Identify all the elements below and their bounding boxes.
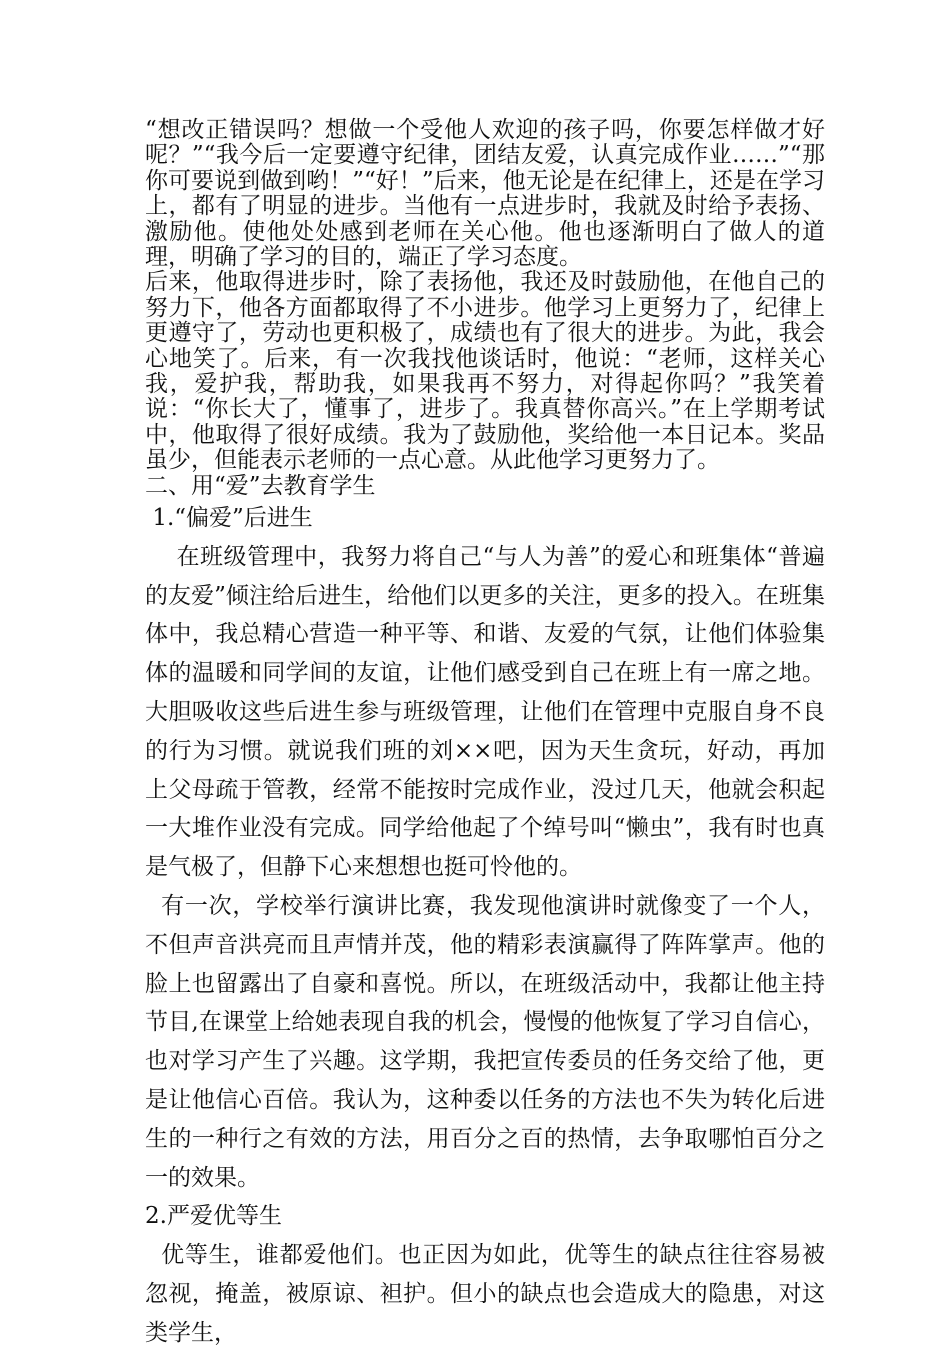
subsection-heading-backward-students: 1.“偏爱”后进生 — [145, 505, 313, 532]
subsection-heading-top-students: 2.严爱优等生 — [145, 1203, 282, 1230]
paragraph-progress: 后来，他取得进步时，除了表扬他，我还及时鼓励他，在他自己的努力下，他各方面都取得了不小进步。他学习上更努力了，纪律上更遵守了，劳动也更积极了，成绩也有了很大的进步。为此，我会心地笑了。后来，有一次我找他谈话时，他说：“老师，这样关心我，爱护我，帮助我，如果我再不努力，对得起你吗？”我笑着说：“你长大了，懂事了，进步了。我真替你高兴。”在上学期考试中，他取得了很好成绩。我为了鼓励他，奖给他一本日记本。奖品虽少，但能表示老师的一点心意。从此他学习更努力了。 — [145, 269, 825, 474]
paragraph-dialogue: “想改正错误吗？想做一个受他人欢迎的孩子吗，你要怎样做才好呢？”“我今后一定要遵守纪律，团结友爱，认真完成作业……”“那你可要说到做到哟！”“好！”后来，他无论是在纪律上，还是在学习上，都有了明显的进步。当他有一点进步时，我就及时给予表扬、激励他。使他处处感到老师在关心他。他也逐渐明白了做人的道理，明确了学习的目的，端正了学习态度。 — [145, 117, 825, 271]
document-page — [145, 118, 825, 1353]
paragraph-speech-contest: 有一次，学校举行演讲比赛，我发现他演讲时就像变了一个人，不但声音洪亮而且声情并茂，他的精彩表演赢得了阵阵掌声。他的脸上也留露出了自豪和喜悦。所以，在班级活动中，我都让他主持节目,在课堂上给她表现自我的机会，慢慢的他恢复了学习自信心，也对学习产生了兴趣。这学期，我把宣传委员的任务交给了他，更是让他信心百倍。我认为，这种委以任务的方法也不失为转化后进生的一种行之有效的方法，用百分之百的热情，去争取哪怕百分之一的效果。 — [145, 893, 826, 1191]
paragraph-class-management: 在班级管理中，我努力将自己“与人为善”的爱心和班集体“普遍的友爱”倾注给后进生，给他们以更多的关注，更多的投入。在班集体中，我总精心营造一种平等、和谐、友爱的气氛，让他们体验集体的温暖和同学间的友谊，让他们感受到自己在班上有一席之地。大胆吸收这些后进生参与班级管理，让他们在管理中克服自身不良的行为习惯。就说我们班的刘××吧，因为天生贪玩，好动，再加上父母疏于管教，经常不能按时完成作业，没过几天，他就会积起一大堆作业没有完成。同学给他起了个绰号叫“懒虫”，我有时也真是气极了，但静下心来想想也挺可怜他的。 — [145, 543, 825, 881]
paragraph-top-students: 优等生，谁都爱他们。也正因为如此，优等生的缺点往往容易被忽视，掩盖，被原谅、袒护。但小的缺点也会造成大的隐患，对这类学生， — [145, 1242, 826, 1346]
section-heading-love: 二、用“爱”去教育学生 — [145, 472, 376, 499]
